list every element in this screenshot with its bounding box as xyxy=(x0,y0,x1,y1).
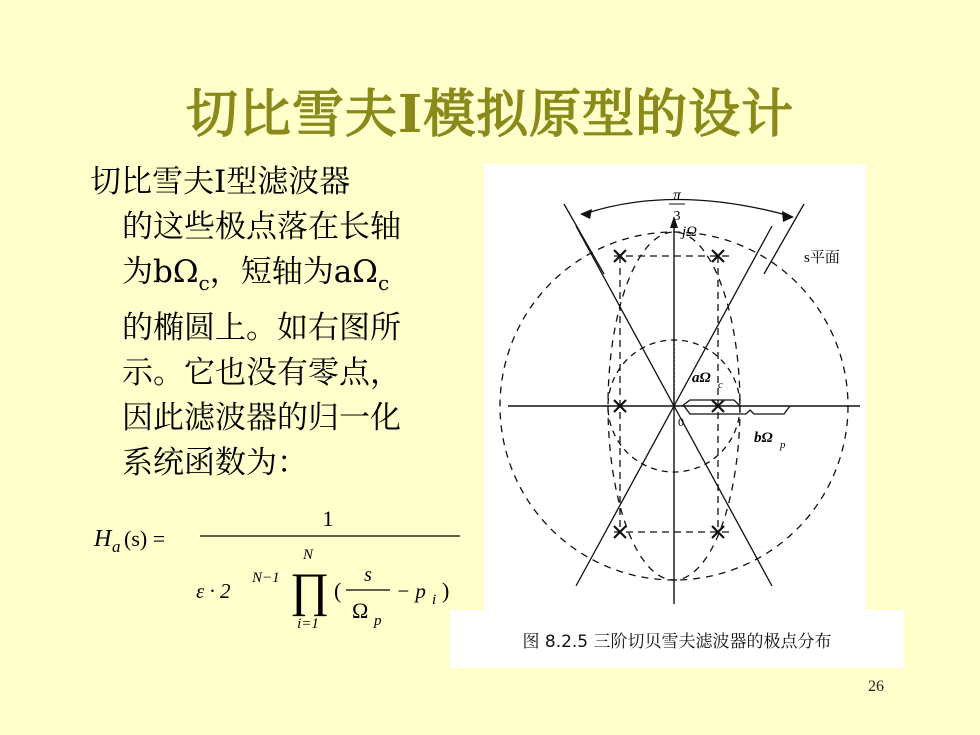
formula-H-sub: a xyxy=(112,537,121,556)
formula-lhs-arg: (s) = xyxy=(124,526,166,551)
arc-arrow-left xyxy=(580,209,592,219)
major-axis-label: bΩ xyxy=(754,430,773,446)
formula-frac-bottom: Ω xyxy=(352,598,369,623)
body-line-1: 切比雪夫Ⅰ型滤波器 xyxy=(90,164,351,200)
figure-caption: 图 8.2.5 三阶切贝雪夫滤波器的极点分布 xyxy=(450,610,904,668)
page-number: 26 xyxy=(868,678,884,695)
angle-arc xyxy=(584,199,790,216)
plane-label: s平面 xyxy=(804,250,840,266)
formula-eps: ε · 2 xyxy=(196,579,231,603)
formula-frac-bottom-sub: p xyxy=(374,613,382,629)
major-brace xyxy=(684,406,790,414)
formula-H: H xyxy=(94,526,112,552)
formula-prod-top: N xyxy=(302,547,314,563)
body-line-7: 系统函数为： xyxy=(122,445,308,481)
imag-axis-label: jΩ xyxy=(682,224,698,240)
major-axis-sub: p xyxy=(780,439,786,451)
poles xyxy=(614,250,724,538)
formula-minus-p: − p xyxy=(396,579,426,603)
body-line-5: 示。它也没有零点， xyxy=(122,355,401,391)
angle-label-bottom: 3 xyxy=(673,209,681,224)
arc-arrow-right xyxy=(782,211,794,222)
formula-prod-bottom: i=1 xyxy=(297,616,319,632)
formula-prod: ∏ xyxy=(290,564,330,617)
pole-distribution-figure xyxy=(484,164,866,610)
minor-brace xyxy=(682,400,740,406)
body-line-6: 因此滤波器的归一化 xyxy=(122,400,401,436)
origin-label: 0 xyxy=(678,415,684,429)
transfer-function-formula xyxy=(90,498,470,648)
formula-open: ( xyxy=(334,578,342,603)
formula-p-sub: i xyxy=(432,592,437,608)
pole-diagram xyxy=(484,164,866,610)
body-text xyxy=(90,160,470,486)
body-line-3: 为$b\Omega_c$，短轴为$a\Omega_c$ xyxy=(122,254,390,295)
minor-axis-label: aΩ xyxy=(692,370,711,386)
body-line-2: 的这些极点落在长轴 xyxy=(122,209,401,245)
slide-title: 切比雪夫I模拟原型的设计 xyxy=(185,84,795,145)
minor-axis-sub: c xyxy=(718,379,723,391)
formula-frac-top: s xyxy=(364,564,372,586)
formula-close: ) xyxy=(442,578,450,603)
angle-label-top: π xyxy=(672,187,682,204)
formula-numerator: 1 xyxy=(322,506,334,531)
formula-eps-sup: N−1 xyxy=(252,570,280,586)
body-line-4: 的椭圆上。如右图所 xyxy=(122,310,401,346)
